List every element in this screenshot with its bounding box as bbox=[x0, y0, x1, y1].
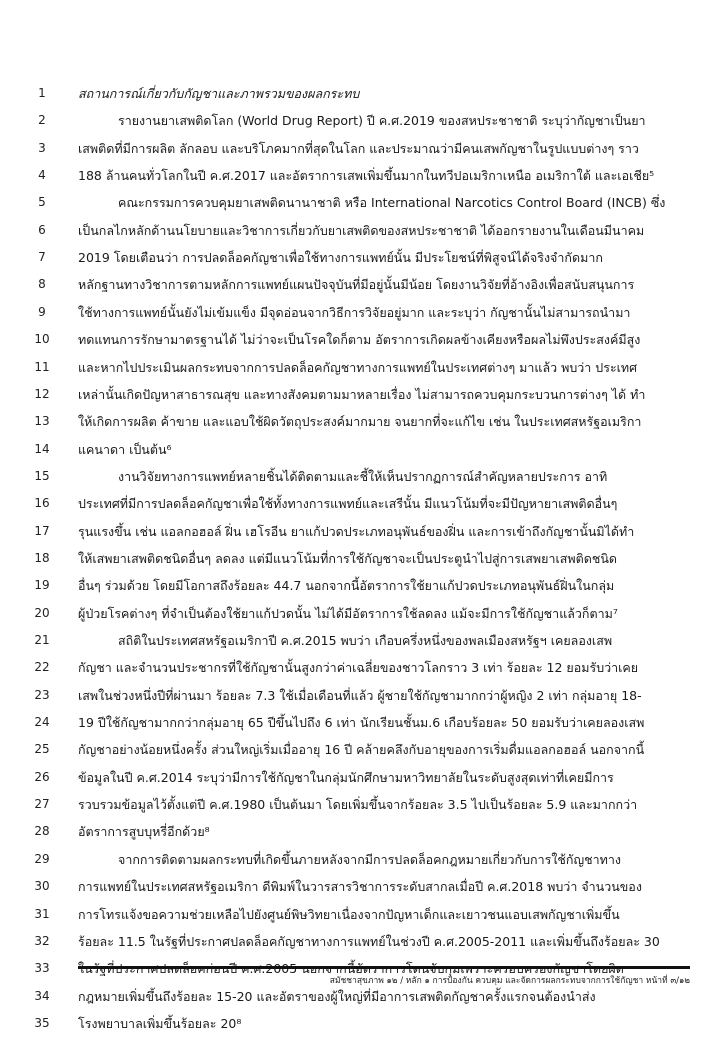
line-text: และหากไปประเมินผลกระทบจากการปลดล็อคกัญชาทางการแพทย์ในประเทศต่างๆ มาแล้ว พบว่า ประเทศ bbox=[78, 359, 638, 375]
line-number: 26 bbox=[34, 769, 50, 784]
line-number: 29 bbox=[34, 851, 50, 866]
line-number: 21 bbox=[34, 633, 50, 647]
line-text: งานวิจัยทางการแพทย์หลายชิ้นได้ติดตามและชี้ให้เห็นปรากฏการณ์สำคัญหลายประการ อาทิ bbox=[118, 468, 608, 484]
document-line bbox=[0, 901, 724, 928]
line-number: 34 bbox=[34, 988, 50, 1003]
line-text: ให้เสพยาเสพติดชนิดอื่นๆ ลดลง แต่มีแนวโน้มที่การใช้กัญชาจะเป็นประตูนำไปสู่การเสพยาเสพติดชนิด bbox=[78, 550, 617, 566]
document-line bbox=[0, 873, 724, 900]
document-line bbox=[0, 764, 724, 791]
line-number: 3 bbox=[38, 140, 46, 155]
line-text: ผู้ป่วยโรคต่างๆ ที่จำเป็นต้องใช้ยาแก้ปวดนั้น ไม่ได้มีอัตราการใช้ลดลง แม้จะมีการใช้กัญชาแล้วก็ตาม⁷ bbox=[78, 605, 618, 621]
document-line bbox=[0, 326, 724, 353]
line-number: 35 bbox=[34, 1015, 50, 1030]
document-line bbox=[0, 189, 724, 216]
page-footer: สมัชชาสุขภาพ ๑๒ / หลัก ๑ การป้องกัน ควบคุม และจัดการผลกระทบจากการใช้กัญชา หน้าที่ ๓/๑๒ bbox=[329, 976, 690, 986]
line-number: 13 bbox=[34, 414, 50, 429]
document-line bbox=[0, 354, 724, 381]
document-line bbox=[0, 244, 724, 271]
line-number: 28 bbox=[34, 824, 50, 839]
document-line bbox=[0, 818, 724, 845]
line-number: 32 bbox=[34, 933, 50, 948]
document-line bbox=[0, 162, 724, 189]
line-text: 19 ปีใช้กัญชามากกว่ากลุ่มอายุ 65 ปีขึ้นไปถึง 6 เท่า นักเรียนชั้นม.6 เกือบร้อยละ 50 ยอมรับว่าเคยลองเสพ bbox=[78, 715, 645, 731]
line-text: 188 ล้านคนทั่วโลกในปี ค.ศ.2017 และอัตราการเสพเพิ่มขึ้นมากในทวีปอเมริกาเหนือ อเมริกาใต้ และเอเชีย⁵ bbox=[78, 168, 655, 184]
line-text: รายงานยาเสพติดโลก (World Drug Report) ปี ค.ศ.2019 ของสหประชาชาติ ระบุว่ากัญชาเป็นยา bbox=[118, 113, 646, 129]
document-line bbox=[0, 846, 724, 873]
line-text: จากการติดตามผลกระทบที่เกิดขึ้นภายหลังจากมีการปลดล็อคกฎหมายเกี่ยวกับการใช้กัญชาทาง bbox=[118, 851, 621, 867]
line-number: 27 bbox=[34, 797, 50, 812]
line-text: ข้อมูลในปี ค.ศ.2014 ระบุว่ามีการใช้กัญชาในกลุ่มนักศึกษามหาวิทยาลัยในระดับสูงสุดเท่าที่เคยมีการ bbox=[78, 769, 614, 785]
document-line bbox=[0, 709, 724, 736]
line-number: 18 bbox=[34, 550, 50, 565]
section-heading: สถานการณ์เกี่ยวกับกัญชาและภาพรวมของผลกระทบ bbox=[78, 86, 360, 101]
line-text: 2019 โดยเตือนว่า การปลดล็อคกัญชาเพื่อใช้ทางการแพทย์นั้น มีประโยชน์ที่พิสูจน์ได้จริงจำกัดมาก bbox=[78, 250, 603, 266]
line-text: รุนแรงขึ้น เช่น แอลกอฮอล์ ฝิ่น เฮโรอีน ยาแก้ปวดประเภทอนุพันธ์ของฝิ่น และการเข้าถึงกัญชานั้นมิได้ทำ bbox=[78, 523, 635, 539]
document-line bbox=[0, 682, 724, 709]
line-number: 23 bbox=[34, 687, 50, 702]
document-line bbox=[0, 463, 724, 490]
line-text: ร้อยละ 11.5 ในรัฐที่ประกาศปลดล็อคกัญชาทางการแพทย์ในช่วงปี ค.ศ.2005-2011 และเพิ่มขึ้นถึงร้อยละ 30 bbox=[78, 933, 660, 949]
line-text: อัตราการสูบบุหรี่อีกด้วย⁸ bbox=[78, 824, 210, 840]
document-line bbox=[0, 791, 724, 818]
line-text: โรงพยาบาลเพิ่มขึ้นร้อยละ 20⁸ bbox=[78, 1015, 242, 1031]
line-text: เหล่านั้นเกิดปัญหาสาธารณสุข และทางสังคมตามมาหลายเรื่อง ไม่สามารถควบคุมกระบวนการต่างๆ ได้ ทำ bbox=[78, 386, 646, 402]
line-number: 20 bbox=[34, 605, 50, 620]
document-line bbox=[0, 271, 724, 298]
line-number: 12 bbox=[34, 386, 50, 401]
document-line bbox=[0, 518, 724, 545]
line-number: 24 bbox=[34, 715, 50, 730]
document-line bbox=[0, 736, 724, 763]
document-line bbox=[0, 627, 724, 654]
document-line bbox=[0, 654, 724, 681]
document-line bbox=[0, 928, 724, 955]
line-text: คณะกรรมการควบคุมยาเสพติดนานาชาติ หรือ International Narcotics Control Board (INCB) ซึ่ง bbox=[118, 195, 666, 211]
line-text: อื่นๆ ร่วมด้วย โดยมีโอกาสถึงร้อยละ 44.7 นอกจากนี้อัตราการใช้ยาแก้ปวดประเภทอนุพันธ์ฝิ่นในกลุ่ม bbox=[78, 578, 615, 594]
document-line bbox=[0, 381, 724, 408]
line-number: 4 bbox=[38, 168, 46, 183]
line-number: 6 bbox=[38, 222, 46, 237]
line-text: การโทรแจ้งขอความช่วยเหลือไปยังศูนย์พิษวิทยาเนื่องจากปัญหาเด็กและเยาวชนแอบเสพกัญชาเพิ่มขึ้น bbox=[78, 906, 620, 922]
line-text: ทดแทนการรักษามาตรฐานได้ ไม่ว่าจะเป็นโรคใดก็ตาม อัตราการเกิดผลข้างเคียงหรือผลไม่พึงประสงค์มีสูง bbox=[78, 332, 641, 348]
line-text: เสพในช่วงหนึ่งปีที่ผ่านมา ร้อยละ 7.3 ใช้เมื่อเดือนที่แล้ว ผู้ชายใช้กัญชามากกว่าผู้หญิง 2 เท่า กลุ่มอายุ 18- bbox=[78, 687, 642, 703]
footer-rule bbox=[78, 966, 690, 969]
document-line bbox=[0, 217, 724, 244]
document-line bbox=[0, 545, 724, 572]
line-number: 16 bbox=[34, 496, 50, 511]
line-number: 5 bbox=[38, 195, 46, 210]
line-text: ประเทศที่มีการปลดล็อคกัญชาเพื่อใช้ทั้งทางการแพทย์และเสรีนั้น มีแนวโน้มที่จะมีปัญหายาเสพติดอื่นๆ bbox=[78, 496, 618, 512]
document-line bbox=[0, 1010, 724, 1037]
line-text: เป็นกลไกหลักด้านนโยบายและวิชาการเกี่ยวกับยาเสพติดของสหประชาชาติ ได้ออกรายงานในเดือนมีนาคม bbox=[78, 222, 645, 238]
line-number: 15 bbox=[34, 468, 50, 483]
line-number: 9 bbox=[38, 304, 46, 319]
line-number: 8 bbox=[38, 277, 46, 292]
line-number: 19 bbox=[34, 578, 50, 593]
line-number: 10 bbox=[34, 332, 50, 347]
line-text: การแพทย์ในประเทศสหรัฐอเมริกา ดีพิมพ์ในวารสารวิชาการระดับสากลเมื่อปี ค.ศ.2018 พบว่า จำนวนของ bbox=[78, 879, 642, 895]
line-text: แคนาดา เป็นต้น⁶ bbox=[78, 441, 172, 457]
document-line bbox=[0, 436, 724, 463]
line-text: เสพติดที่มีการผลิต ลักลอบ และบริโภคมากที่สุดในโลก และประมาณว่ามีคนเสพกัญชาในรูปแบบต่างๆ ราว bbox=[78, 140, 639, 156]
line-text: หลักฐานทางวิชาการตามหลักการแพทย์แผนปัจจุบันที่มีอยู่นั้นมีน้อย โดยงานวิจัยที่อ้างอิงเพื่อสนับสนุนการ bbox=[78, 277, 635, 293]
line-number: 33 bbox=[34, 961, 50, 976]
line-text: ใช้ทางการแพทย์นั้นยังไม่เข้มแข็ง มีจุดอ่อนจากวิธีการวิจัยอยู่มาก และระบุว่า กัญชานั้นไม่สามารถนำมา bbox=[78, 304, 631, 320]
line-number: 22 bbox=[34, 660, 50, 675]
document-line bbox=[0, 408, 724, 435]
line-number: 2 bbox=[38, 113, 46, 128]
line-text: สถิติในประเทศสหรัฐอเมริกาปี ค.ศ.2015 พบว่า เกือบครึ่งหนึ่งของพลเมืองสหรัฐฯ เคยลองเสพ bbox=[118, 633, 613, 648]
document-line bbox=[0, 107, 724, 134]
line-text: ให้เกิดการผลิต ค้าขาย และแอบใช้ผิดวัตถุประสงค์มากมาย จนยากที่จะแก้ไข เช่น ในประเทศสหรัฐอเมริกา bbox=[78, 414, 642, 430]
document-line bbox=[0, 135, 724, 162]
document-line bbox=[0, 299, 724, 326]
document-line bbox=[0, 80, 724, 107]
line-text: กฎหมายเพิ่มขึ้นถึงร้อยละ 15-20 และอัตราของผู้ใหญ่ที่มีอาการเสพติดกัญชาครั้งแรกจนต้องนำส่ง bbox=[78, 988, 596, 1004]
document-line bbox=[0, 600, 724, 627]
line-number: 25 bbox=[34, 742, 50, 757]
document-line bbox=[0, 572, 724, 599]
line-text: กัญชาอย่างน้อยหนึ่งครั้ง ส่วนใหญ่เริ่มเมื่ออายุ 16 ปี คล้ายคลึงกับอายุของการเริ่มดื่มแอลกอฮอล์ นอกจากนี้ bbox=[78, 742, 645, 758]
line-number: 1 bbox=[38, 86, 46, 100]
line-number: 31 bbox=[34, 906, 50, 921]
line-number: 7 bbox=[38, 250, 46, 265]
line-number: 17 bbox=[34, 523, 50, 538]
line-text: กัญชา และจำนวนประชากรที่ใช้กัญชานั้นสูงกว่าค่าเฉลี่ยของชาวโลกราว 3 เท่า ร้อยละ 12 ยอมรับว่าเคย bbox=[78, 660, 639, 676]
line-number: 11 bbox=[34, 359, 50, 374]
line-number: 30 bbox=[34, 879, 50, 894]
document-line bbox=[0, 490, 724, 517]
line-number: 14 bbox=[34, 441, 50, 456]
line-text: รวบรวมข้อมูลไว้ตั้งแต่ปี ค.ศ.1980 เป็นต้นมา โดยเพิ่มขึ้นจากร้อยละ 3.5 ไปเป็นร้อยละ 5.9 และมากกว่า bbox=[78, 797, 638, 813]
